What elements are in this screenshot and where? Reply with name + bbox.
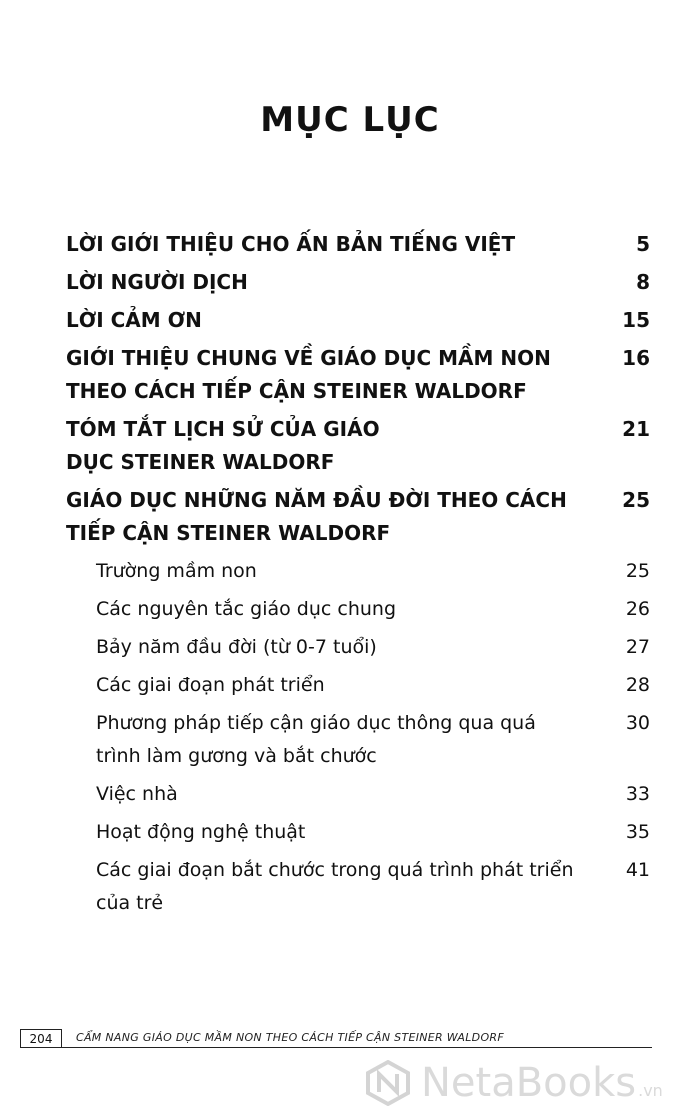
toc-subentry-page: 28 [625,674,650,696]
toc-subentry-page: 30 [625,712,650,734]
toc-subentry-title: Các nguyên tắc giáo dục chung [96,598,397,620]
toc-subentry [96,631,650,664]
n-logo-icon [365,1060,411,1106]
toc-entry [66,342,650,408]
toc-subentry-title: Các giai đoạn bắt chước trong quá trình phát triển của trẻ [96,859,574,914]
toc-entry [66,304,650,337]
toc-subentry [96,816,650,849]
toc-entry [66,228,650,261]
toc-subentry-title: Trường mầm non [96,560,257,582]
toc-entry-title: LỜI GIỚI THIỆU CHO ẤN BẢN TIẾNG VIỆT [66,232,516,256]
toc-entry-page: 5 [636,232,650,256]
toc-entry-title: GIÁO DỤC NHỮNG NĂM ĐẦU ĐỜI THEO CÁCH TIẾP CẬN STEINER WALDORF [66,488,567,545]
toc-entry [66,413,650,479]
toc-entry-page: 25 [622,488,650,512]
toc-subentry-page: 41 [625,859,650,881]
page-title: MỤC LỤC [260,100,440,140]
toc-subentry [96,778,650,811]
toc-entry-title: LỜI NGƯỜI DỊCH [66,270,248,294]
toc-entry-page: 15 [622,308,650,332]
toc-subentry-page: 33 [625,783,650,805]
watermark-brand: NetaBooks [421,1060,637,1106]
toc-entry-page: 8 [636,270,650,294]
toc-subentry-title: Các giai đoạn phát triển [96,674,325,696]
footer-divider [20,1047,652,1048]
toc-entry-title: GIỚI THIỆU CHUNG VỀ GIÁO DỤC MẦM NON THEO CÁCH TIẾP CẬN STEINER WALDORF [66,346,551,403]
watermark-suffix: .vn [638,1081,663,1100]
toc-subentry-page: 27 [625,636,650,658]
toc-entry-title: TÓM TẮT LỊCH SỬ CỦA GIÁO DỤC STEINER WALDORF [66,417,380,474]
toc-subentry-title: Bảy năm đầu đời (từ 0-7 tuổi) [96,636,377,658]
watermark [365,1058,663,1108]
toc-subentry-page: 25 [625,560,650,582]
toc-subentry-page: 26 [625,598,650,620]
toc-subentry-title: Phương pháp tiếp cận giáo dục thông qua quá trình làm gương và bắt chước [96,712,536,767]
toc-entry-title: LỜI CẢM ƠN [66,308,202,332]
toc-entry [66,484,650,550]
toc-subentry [96,593,650,626]
footer-page-number: 204 [20,1029,62,1048]
toc-subentry-page: 35 [625,821,650,843]
footer-book-title: CẨM NANG GIÁO DỤC MẦM NON THEO CÁCH TIẾP CẬN STEINER WALDORF [76,1031,504,1044]
toc-subentry [96,707,650,773]
toc-subentry [96,669,650,702]
table-of-contents [66,228,650,925]
toc-entry [66,266,650,299]
toc-subentry [96,854,650,920]
toc-subentry-title: Việc nhà [96,783,178,805]
toc-subentry-title: Hoạt động nghệ thuật [96,821,306,843]
toc-entry-page: 21 [622,417,650,441]
toc-entry-page: 16 [622,346,650,370]
toc-subentry [96,555,650,588]
